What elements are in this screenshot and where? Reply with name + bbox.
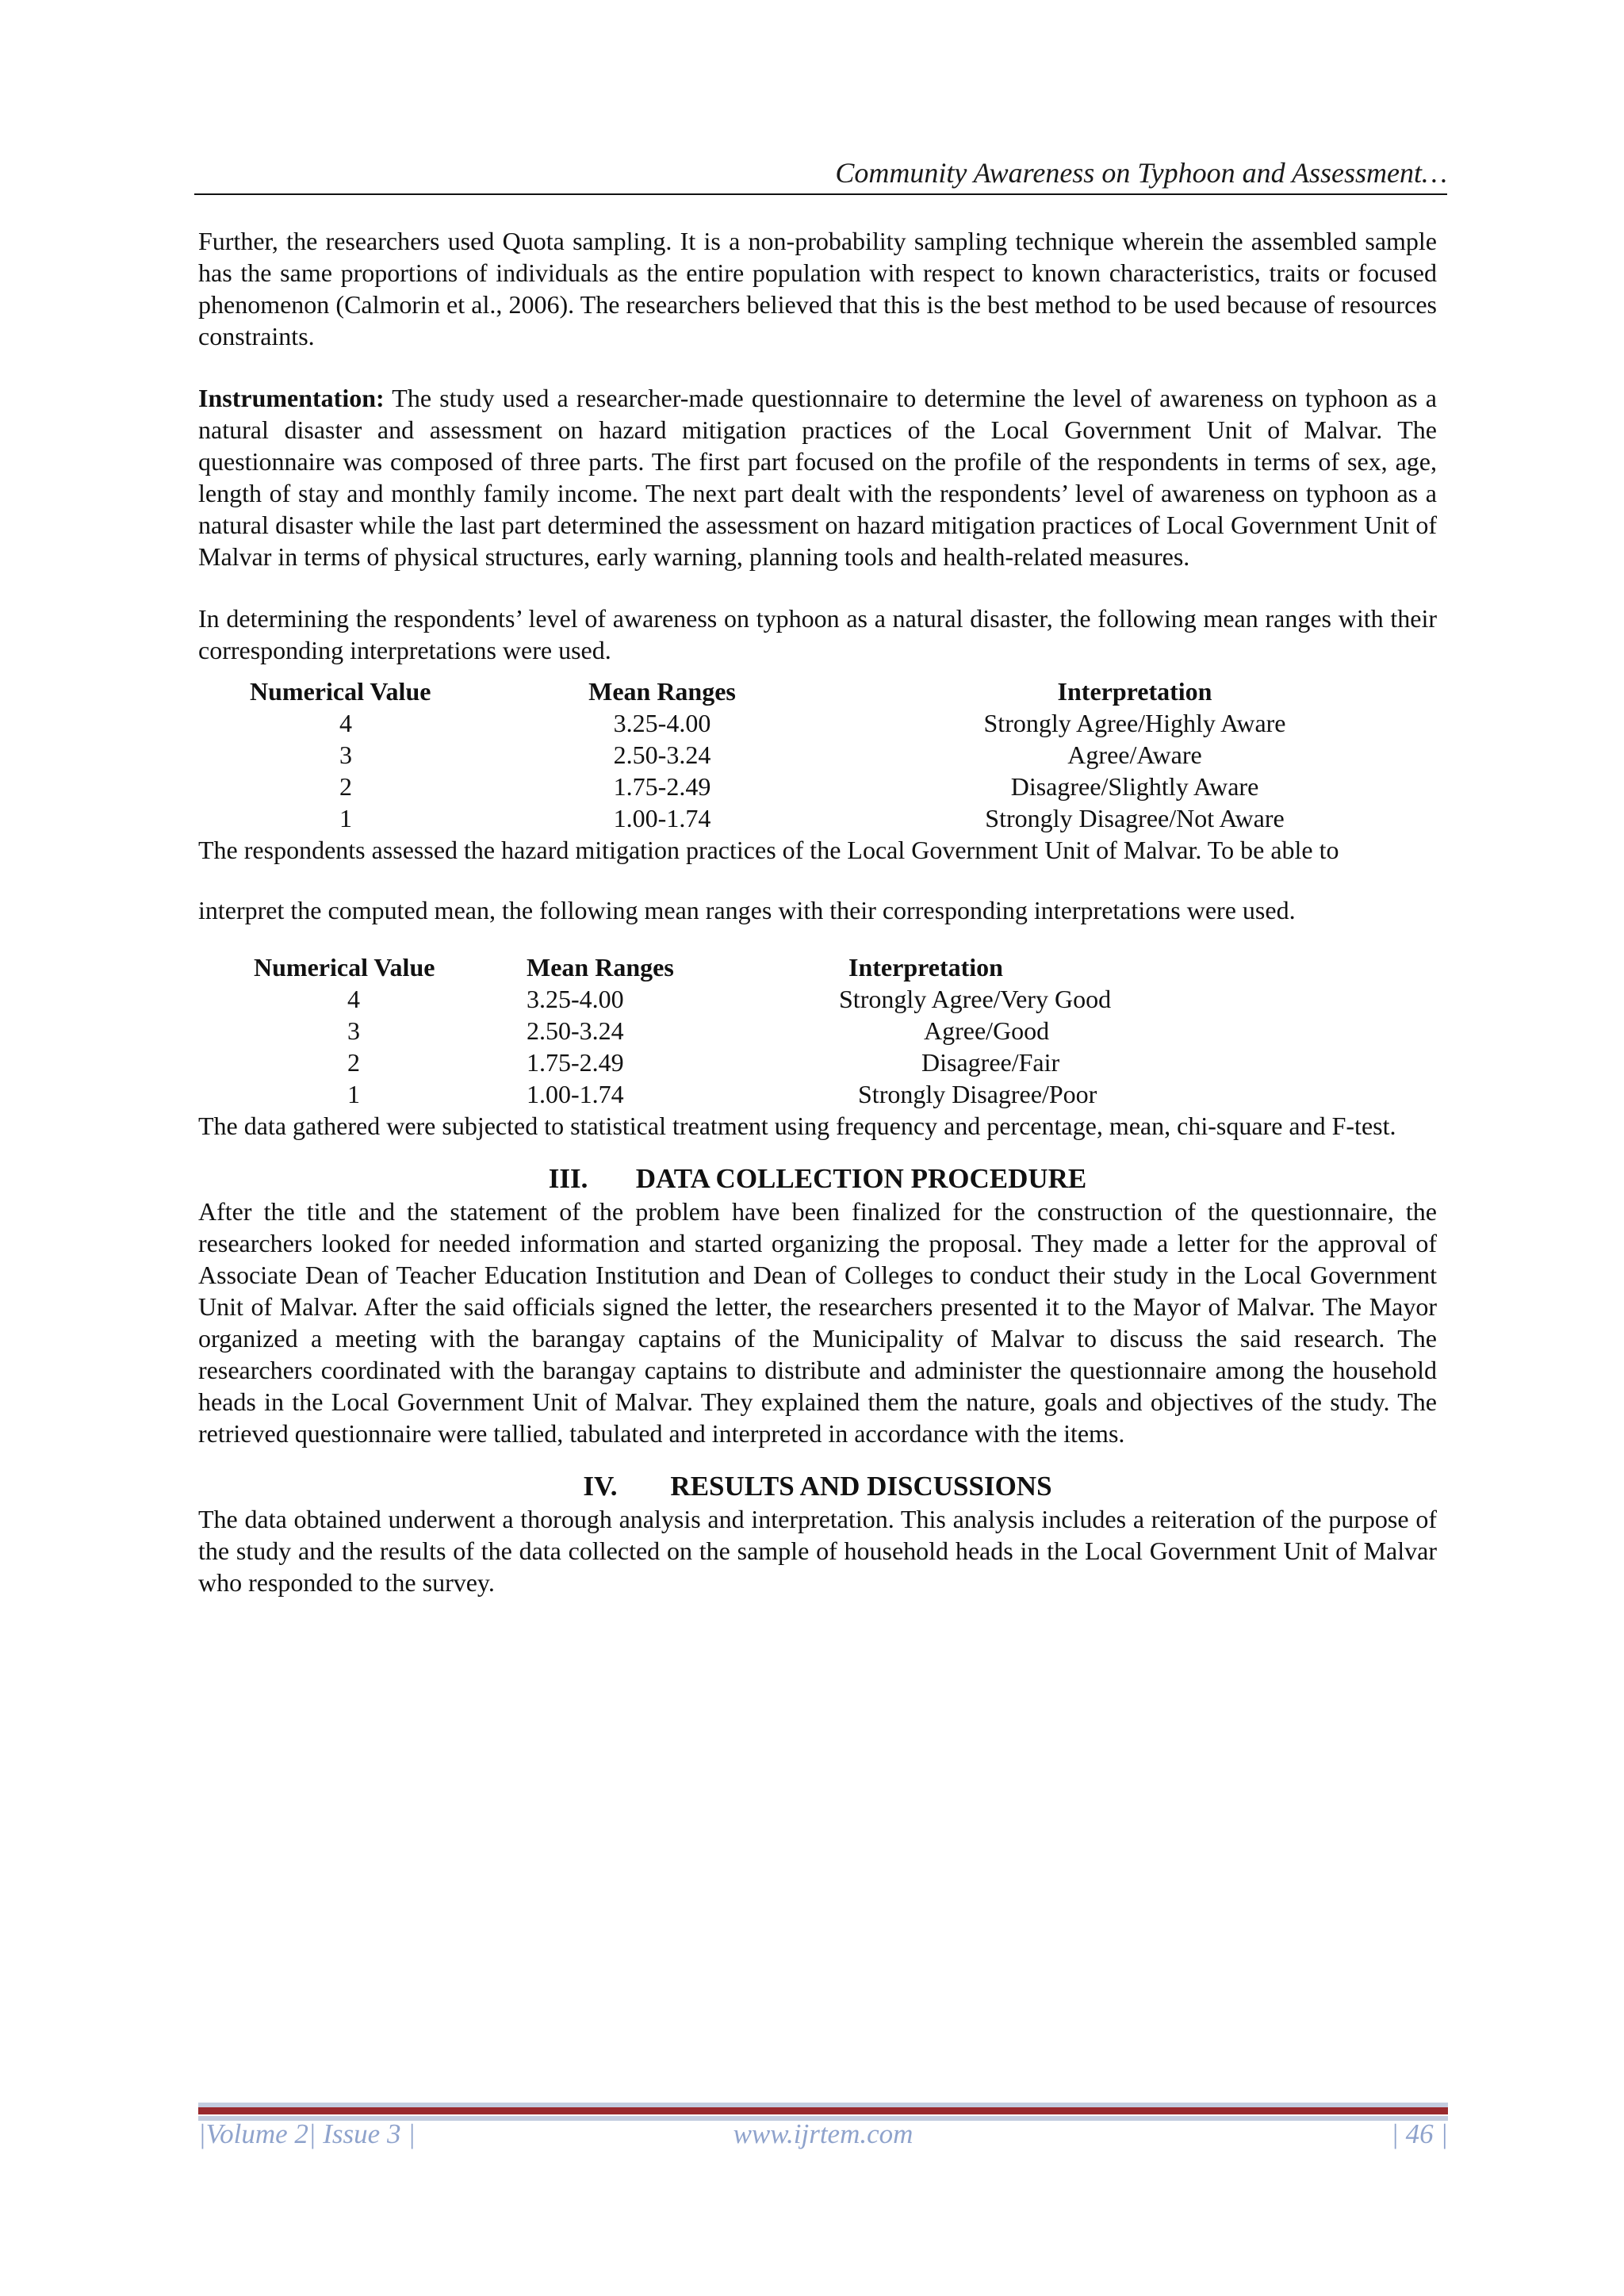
cell-interpretation: Agree/Good <box>924 1016 1050 1045</box>
cell-interpretation: Disagree/Slightly Aware <box>1010 772 1259 801</box>
cell-value: 4 <box>347 985 360 1013</box>
cell-range: 1.00-1.74 <box>527 1080 624 1108</box>
paragraph-results: The data obtained underwent a thorough analysis and interpretation. This analysis includes a reiteration of the purpose of the study and the results of the data collected on the sample of household heads in the Local Government Unit of Malvar who responded to the survey. <box>198 1505 1437 1597</box>
cell-range: 1.75-2.49 <box>613 772 711 801</box>
section-heading-results <box>198 1470 1437 1503</box>
cell-value: 2 <box>347 1048 360 1077</box>
paragraph-assessment-intro-1: The respondents assessed the hazard mitigation practices of the Local Government Unit of Malvar. To be able to <box>198 836 1339 864</box>
footer-volume-issue: |Volume 2| Issue 3 | <box>198 2118 416 2149</box>
cell-value: 1 <box>339 804 352 832</box>
cell-range: 1.00-1.74 <box>613 804 711 832</box>
table-row <box>198 1047 1437 1078</box>
table-row <box>198 771 1437 802</box>
paragraph-assessment-intro-2: interpret the computed mean, the following mean ranges with their corresponding interpretations were used. <box>198 896 1296 924</box>
cell-value: 3 <box>347 1016 360 1045</box>
paragraph-statistical-treatment: The data gathered were subjected to statistical treatment using frequency and percentage, mean, chi-square and F-test. <box>198 1112 1396 1140</box>
table-header-row <box>198 675 1437 707</box>
footer-bar-red <box>198 2107 1448 2114</box>
instrumentation-body: The study used a researcher-made questionnaire to determine the level of awareness on typhoon as a natural disaster and assessment on hazard mitigation practices of the Local Government Unit of Malvar. The questionnaire was composed of three parts. The first part focused on the profile of the respondents in terms of sex, age, length of stay and monthly family income. The next part dealt with the respondents’ level of awareness on typhoon as a natural disaster while the last part determined the assessment on hazard mitigation practices of Local Government Unit of Malvar in terms of physical structures, early warning, planning tools and health-related measures. <box>198 384 1437 571</box>
table-row <box>198 983 1437 1015</box>
header-mean-ranges: Mean Ranges <box>588 677 736 706</box>
footer-page-number: | 46 | <box>1391 2118 1448 2149</box>
header-rule <box>194 193 1447 195</box>
cell-value: 1 <box>347 1080 360 1108</box>
table-row <box>198 802 1437 834</box>
header-interpretation: Interpretation <box>848 953 1003 982</box>
cell-value: 2 <box>339 772 352 801</box>
header-mean-ranges: Mean Ranges <box>527 953 674 982</box>
cell-range: 3.25-4.00 <box>613 709 711 737</box>
cell-range: 2.50-3.24 <box>527 1016 624 1045</box>
footer-website-link[interactable]: www.ijrtem.com <box>733 2118 914 2149</box>
header-interpretation: Interpretation <box>1057 677 1212 706</box>
assessment-mean-ranges-table <box>198 951 1437 1110</box>
table-row <box>198 739 1437 771</box>
running-header: Community Awareness on Typhoon and Assessment… <box>835 157 1447 189</box>
cell-range: 2.50-3.24 <box>613 740 711 769</box>
table-row <box>198 1015 1437 1047</box>
awareness-mean-ranges-table <box>198 675 1437 834</box>
section-number: III. <box>548 1163 588 1194</box>
paragraph-data-collection: After the title and the statement of the problem have been finalized for the construction of the questionnaire, the researchers looked for needed information and started organizing the proposal. They made a letter for the approval of Associate Dean of Teacher Education Institution and Dean of Colleges to conduct their study in the Local Government Unit of Malvar. After the said officials signed the letter, the researchers presented it to the Mayor of Malvar. The Mayor organized a meeting with the barangay captains of the Municipality of Malvar to discuss the said research. The researchers coordinated with the barangay captains to distribute and administer the questionnaire among the household heads in the Local Government Unit of Malvar. They explained them the nature, goals and objectives of the study. The retrieved questionnaire were tallied, tabulated and interpreted in accordance with the items. <box>198 1197 1437 1448</box>
section-number: IV. <box>583 1471 618 1502</box>
paragraph-awareness-intro: In determining the respondents’ level of awareness on typhoon as a natural disaster, the following mean ranges with their corresponding interpretations were used. <box>198 604 1437 664</box>
table-row <box>198 1078 1437 1110</box>
page-body <box>198 225 1437 1598</box>
paragraph-instrumentation <box>198 382 1437 572</box>
cell-range: 3.25-4.00 <box>527 985 624 1013</box>
header-numerical-value: Numerical Value <box>250 677 431 706</box>
header-numerical-value: Numerical Value <box>254 953 435 982</box>
instrumentation-label: Instrumentation: <box>198 384 385 412</box>
table-header-row <box>198 951 1437 983</box>
cell-interpretation: Strongly Agree/Highly Aware <box>983 709 1286 737</box>
cell-interpretation: Strongly Disagree/Poor <box>858 1080 1097 1108</box>
page-footer <box>198 2117 1448 2152</box>
cell-value: 3 <box>339 740 352 769</box>
cell-interpretation: Agree/Aware <box>1067 740 1202 769</box>
cell-range: 1.75-2.49 <box>527 1048 624 1077</box>
paragraph-sampling: Further, the researchers used Quota sampling. It is a non-probability sampling technique wherein the assembled sample has the same proportions of individuals as the entire population with respect to known characteristics, traits or focused phenomenon (Calmorin et al., 2006). The researchers believed that this is the best method to be used because of resources constraints. <box>198 227 1437 350</box>
section-heading-data-collection <box>198 1162 1437 1196</box>
section-title: RESULTS AND DISCUSSIONS <box>670 1471 1052 1502</box>
cell-interpretation: Disagree/Fair <box>921 1048 1060 1077</box>
section-title: DATA COLLECTION PROCEDURE <box>635 1163 1087 1194</box>
table-row <box>198 707 1437 739</box>
cell-interpretation: Strongly Agree/Very Good <box>839 985 1112 1013</box>
cell-interpretation: Strongly Disagree/Not Aware <box>985 804 1285 832</box>
cell-value: 4 <box>339 709 352 737</box>
